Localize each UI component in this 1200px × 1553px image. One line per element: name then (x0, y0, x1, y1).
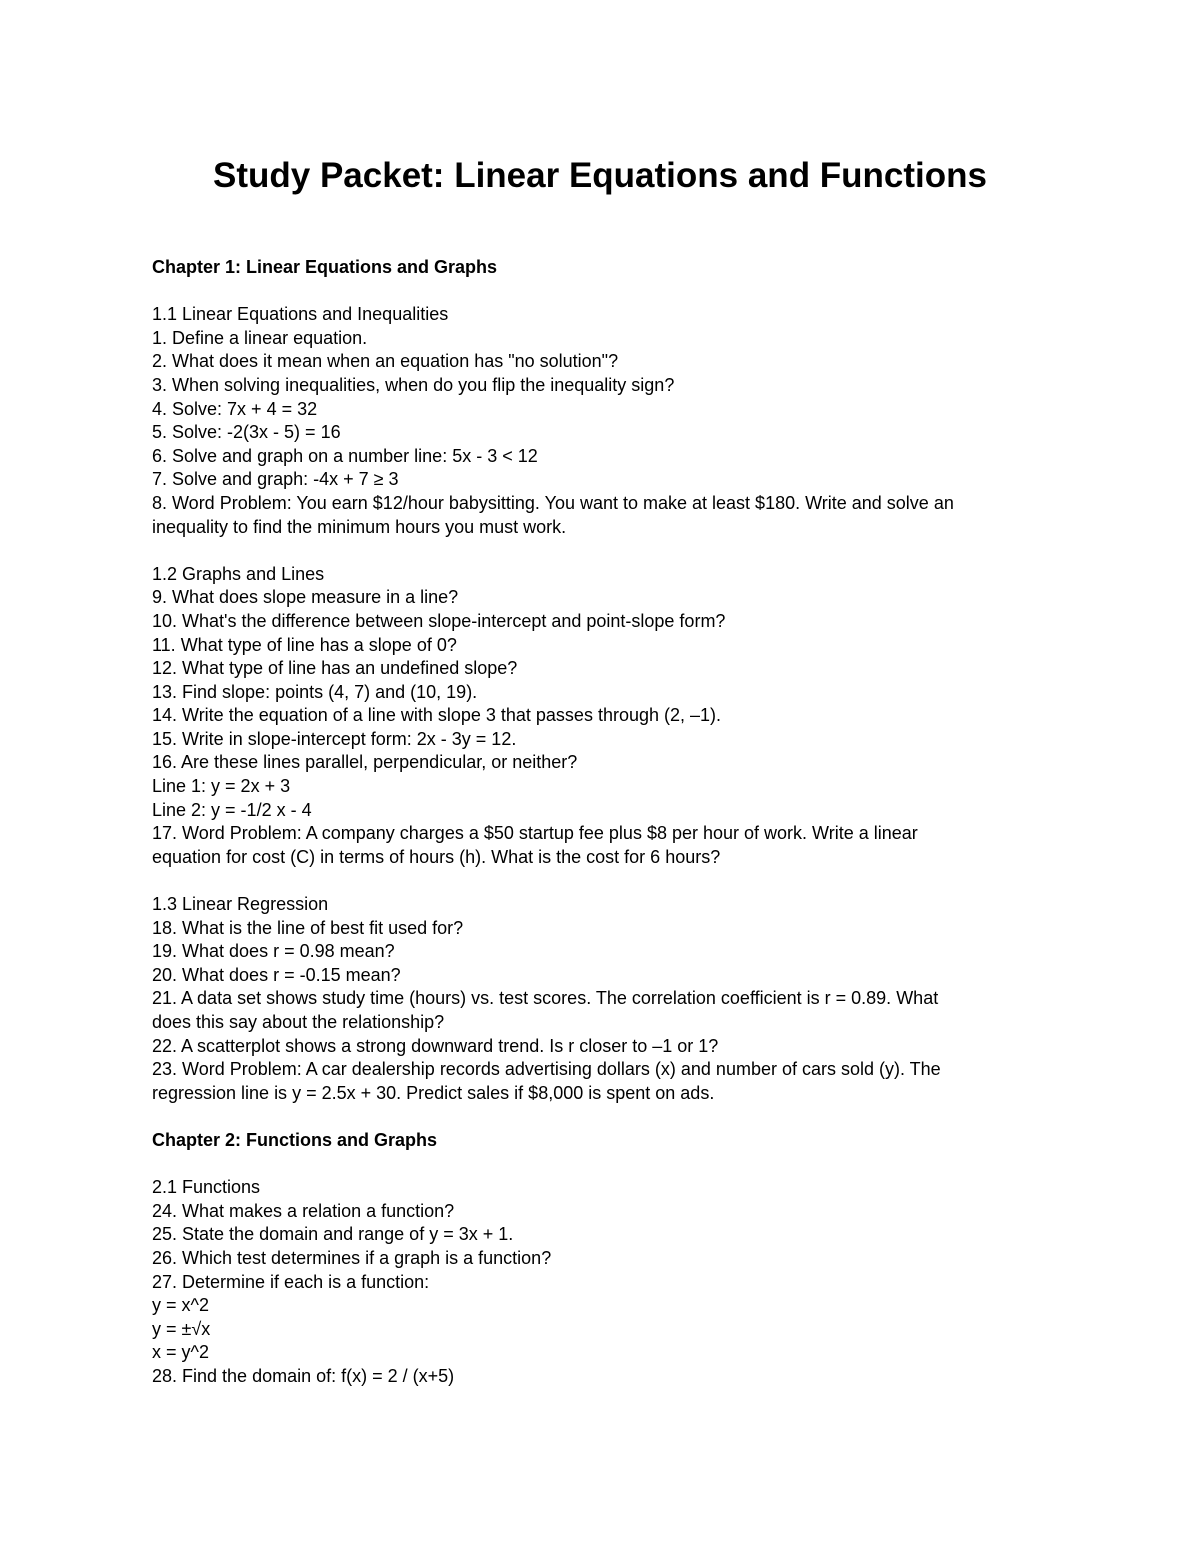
question-12: 12. What type of line has an undefined slope? (152, 658, 518, 679)
question-23-line-1: 23. Word Problem: A car dealership records advertising dollars (x) and number of cars sold (y). The (152, 1059, 941, 1080)
section-1-3-heading: 1.3 Linear Regression (152, 894, 329, 915)
page-title: Study Packet: Linear Equations and Functions (213, 156, 987, 195)
question-28: 28. Find the domain of: f(x) = 2 / (x+5) (152, 1365, 455, 1386)
question-23-line-2: regression line is y = 2.5x + 30. Predict sales if $8,000 is spent on ads. (152, 1082, 715, 1103)
question-18: 18. What is the line of best fit used for? (152, 917, 464, 938)
question-1: 1. Define a linear equation. (152, 327, 368, 348)
question-8-line-1: 8. Word Problem: You earn $12/hour babysitting. You want to make at least $180. Write and solve an (152, 492, 954, 513)
chapter-1-heading: Chapter 1: Linear Equations and Graphs (152, 257, 498, 277)
question-21-line-2: does this say about the relationship? (152, 1012, 445, 1032)
question-27-function-1: y = x^2 (152, 1295, 209, 1316)
question-5: 5. Solve: -2(3x - 5) = 16 (152, 422, 341, 443)
question-3: 3. When solving inequalities, when do you flip the inequality sign? (152, 374, 675, 395)
section-1-2-heading: 1.2 Graphs and Lines (152, 563, 325, 584)
question-17-line-2: equation for cost (C) in terms of hours (h). What is the cost for 6 hours? (152, 846, 721, 867)
question-17-line-1: 17. Word Problem: A company charges a $50 startup fee plus $8 per hour of work. Write a linear (152, 823, 918, 844)
question-16: 16. Are these lines parallel, perpendicular, or neither? (152, 752, 578, 773)
question-25: 25. State the domain and range of y = 3x + 1. (152, 1224, 514, 1245)
question-13: 13. Find slope: points (4, 7) and (10, 19). (152, 681, 478, 702)
question-27-function-2: y = ±√x (152, 1318, 211, 1339)
question-20: 20. What does r = -0.15 mean? (152, 964, 401, 985)
chapter-2-heading: Chapter 2: Functions and Graphs (152, 1129, 438, 1150)
question-21-line-1: 21. A data set shows study time (hours) vs. test scores. The correlation coefficient is r = 0.89. What (152, 988, 939, 1009)
question-14: 14. Write the equation of a line with slope 3 that passes through (2, –1). (152, 705, 722, 726)
question-24: 24. What makes a relation a function? (152, 1200, 455, 1221)
question-11: 11. What type of line has a slope of 0? (152, 634, 457, 655)
section-1-1-heading: 1.1 Linear Equations and Inequalities (152, 304, 449, 325)
question-27-function-3: x = y^2 (152, 1342, 209, 1363)
question-16-line-2: Line 2: y = -1/2 x - 4 (152, 799, 312, 820)
question-6: 6. Solve and graph on a number line: 5x - 3 < 12 (152, 445, 538, 466)
question-8-line-2: inequality to find the minimum hours you must work. (152, 516, 567, 537)
question-15: 15. Write in slope-intercept form: 2x - 3y = 12. (152, 728, 517, 749)
question-16-line-1: Line 1: y = 2x + 3 (152, 776, 291, 797)
question-10: 10. What's the difference between slope-intercept and point-slope form? (152, 610, 726, 631)
question-26: 26. Which test determines if a graph is a function? (152, 1247, 552, 1268)
question-2: 2. What does it mean when an equation has "no solution"? (152, 351, 619, 372)
question-4: 4. Solve: 7x + 4 = 32 (152, 398, 318, 419)
question-19: 19. What does r = 0.98 mean? (152, 941, 395, 962)
question-9: 9. What does slope measure in a line? (152, 587, 459, 608)
section-2-1-heading: 2.1 Functions (152, 1177, 261, 1198)
question-7: 7. Solve and graph: -4x + 7 ≥ 3 (152, 469, 399, 490)
question-27: 27. Determine if each is a function: (152, 1271, 430, 1292)
question-22: 22. A scatterplot shows a strong downward trend. Is r closer to –1 or 1? (152, 1035, 719, 1056)
document-body (152, 256, 1052, 1389)
